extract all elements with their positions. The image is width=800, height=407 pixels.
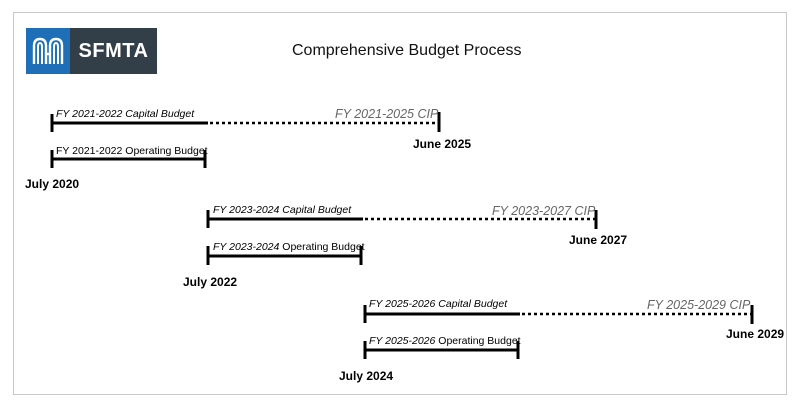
brand-name: SFMTA [70, 28, 157, 74]
capital-budget-label-1: FY 2021-2022 Capital Budget [56, 108, 195, 120]
capital-budget-label-3: FY 2025-2026 Capital Budget [369, 298, 508, 310]
operating-budget-label-2 [213, 241, 365, 253]
cip-label-3: FY 2025-2029 CIP [647, 298, 751, 312]
operating-budget-label-1 [56, 145, 208, 157]
end-date-1: June 2025 [413, 137, 472, 151]
cycle-2-lines [208, 210, 596, 265]
operating-budget-fy-3: FY 2025-2026 [369, 335, 436, 347]
capital-budget-label-2: FY 2023-2024 Capital Budget [213, 204, 352, 216]
operating-budget-label-3 [369, 335, 521, 347]
cycle-3-lines [365, 305, 752, 359]
operating-budget-fy-2: FY 2023-2024 [213, 241, 280, 253]
cip-label-1: FY 2021-2025 CIP [335, 107, 439, 121]
cip-label-2: FY 2023-2027 CIP [492, 204, 596, 218]
end-date-3: June 2029 [726, 327, 785, 341]
start-date-1: July 2020 [25, 177, 80, 191]
operating-budget-suffix-2: Operating Budget [279, 241, 365, 253]
operating-budget-suffix-1: Operating Budget [122, 145, 208, 157]
start-date-3: July 2024 [339, 369, 394, 383]
end-date-2: June 2027 [569, 233, 628, 247]
operating-budget-fy-1: FY 2021-2022 [56, 145, 123, 157]
start-date-2: July 2022 [183, 275, 238, 289]
page-title: Comprehensive Budget Process [292, 42, 522, 59]
operating-budget-suffix-3: Operating Budget [435, 335, 521, 347]
